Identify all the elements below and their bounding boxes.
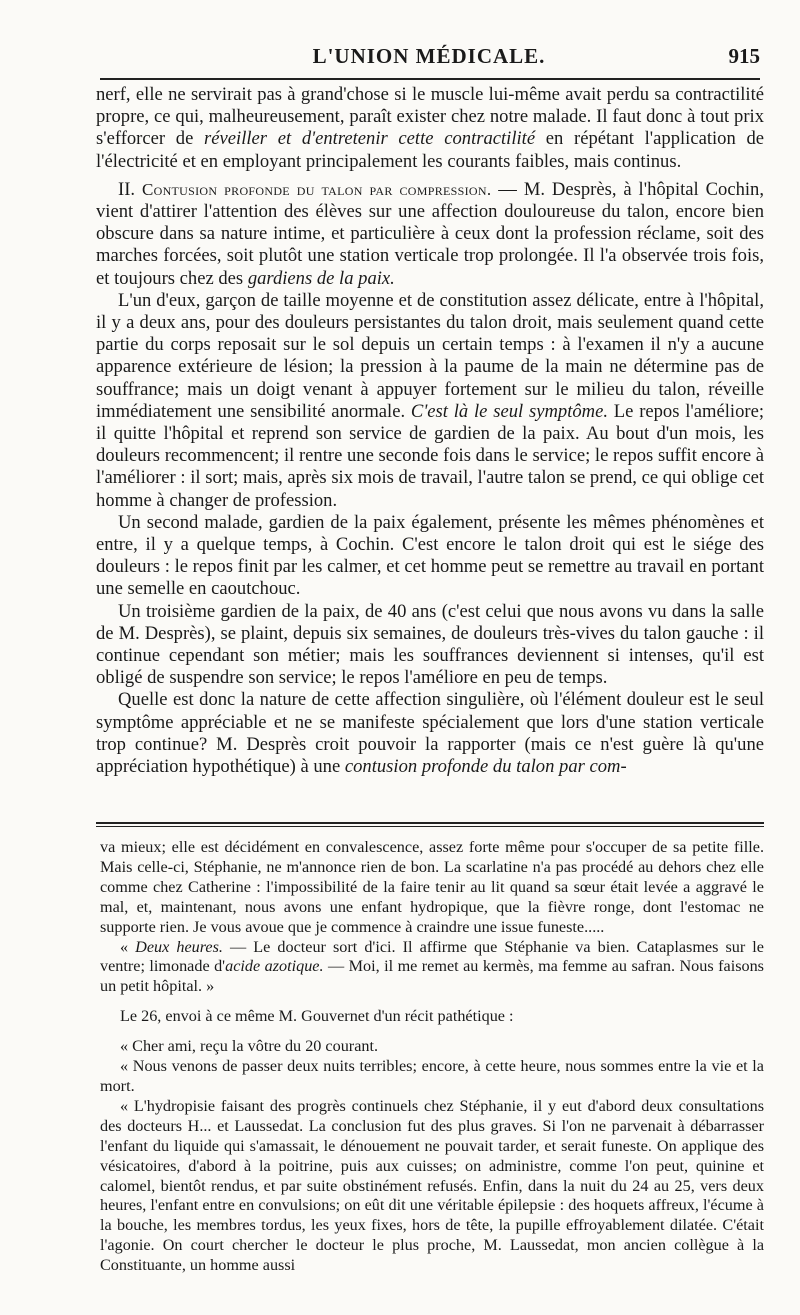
note-paragraph: va mieux; elle est décidément en convalescence, assez forte même pour s'occuper de sa petite fille. Mais celle-ci, Stéphanie, ne m'annonce rien de bon. La scarlatine n'a pas procédé au dehors chez elle comme chez Catherine : l'impossibilité de la faire tenir au lit quand sa sœur était levée a aggravé le mal, et, maintenant, nous avons une enfant hydropique, que la fièvre ronge, dont l'estomac ne supporte rien. Je vous avoue que je commence à craindre une issue funeste..... bbox=[100, 838, 764, 936]
section-number: II. bbox=[118, 178, 136, 200]
feuilleton-text bbox=[100, 838, 764, 1276]
note-paragraph: « Cher ami, reçu la vôtre du 20 courant. bbox=[120, 1037, 379, 1056]
section-title: Contusion profonde du talon par compression. bbox=[141, 179, 492, 199]
running-head bbox=[98, 44, 760, 74]
note-paragraph: Le 26, envoi à ce même M. Gouvernet d'un récit pathétique : bbox=[120, 1007, 514, 1026]
paragraph-case-3: Un troisième gardien de la paix, de 40 ans (c'est celui que nous avons vu dans la salle de M. Desprès), se plaint, depuis six semaines, de douleurs très-vives du talon gauche : il continue cependant son métier; mais les souffrances deviennent si intenses, qu'il est obligé de suspendre son service; le repos l'améliore en peu de temps. bbox=[96, 600, 764, 689]
journal-title: L'UNION MÉDICALE. bbox=[312, 44, 546, 68]
feuilleton-rule-thin bbox=[96, 826, 764, 827]
note-paragraph: « L'hydropisie faisant des progrès continuels chez Stéphanie, il y eut d'abord deux consultations des docteurs H... et Laussedat. La conclusion fut des plus graves. Si l'on ne parvenait à débarrasser l'enfant du liquide qui s'amassait, le dénouement ne pouvait tarder, et serait funeste. On applique des vésicatoires, d'abord à la poitrine, puis aux cuisses; on administre, comme l'on peut, quinine et calomel, bientôt rendus, et par suite obstinément refusés. Enfin, dans la nuit du 24 au 25, vers deux heures, l'enfant entre en convulsions; on eût dit une véritable épilepsie : des hoquets affreux, l'écume à la bouche, les membres tordus, les yeux fixes, hors de tête, la pupille effroyablement dilatée. C'était l'agonie. On court chercher le docteur le plus proche, M. Laussedat, mon ancien collègue à la Constituante, un homme aussi bbox=[100, 1096, 764, 1275]
note-paragraph: « Nous venons de passer deux nuits terribles; encore, à cette heure, nous sommes entre la vie et la mort. bbox=[100, 1057, 764, 1095]
page-number: 915 bbox=[728, 44, 760, 68]
header-rule bbox=[100, 78, 760, 80]
paragraph-1: nerf, elle ne servirait pas à grand'chose si le muscle lui-même avait perdu sa contractilité propre, ce qui, malheureusement, paraît exister chez notre malade. Il faut donc à tout prix s'efforcer de réveiller et d'entretenir cette contractilité en répétant l'application de l'électricité et en employant principalement les courants faibles, mais continus. bbox=[96, 84, 765, 172]
section-2-intro: II. Contusion profonde du talon par compression. — M. Desprès, à l'hôpital Cochin, vient d'attirer l'attention des élèves sur une affection douloureuse du talon, encore bien obscure dans sa nature intime, et particulière à ceux dont la profession réclame, soit des marches forcées, soit plutôt une station verticale trop prolongée. Il l'a observée trois fois, et toujours chez des gardiens de la paix. bbox=[96, 178, 765, 289]
main-text bbox=[96, 84, 764, 778]
paragraph-case-1: L'un d'eux, garçon de taille moyenne et de constitution assez délicate, entre à l'hôpital, il y a deux ans, pour des douleurs persistantes du talon droit, mais seulement quand cette partie du corps reposait sur le sol depuis un certain temps : à l'examen il n'y a aucune apparence extérieure de lésion; la pression à la paume de la main ne détermine pas de souffrance; mais un doigt venant à appuyer fortement sur le milieu du talon, réveille immédiatement une sensibilité anormale. C'est là le seul symptôme. Le repos l'améliore; il quitte l'hôpital et reprend son service de gardien de la paix. Au bout d'un mois, les douleurs recommencent; il rentre une seconde fois dans le service; le repos suffit encore à l'améliorer : il sort; mais, après six mois de travail, l'autre talon se prend, ce qui oblige cet homme à changer de profession. bbox=[96, 289, 764, 511]
note-paragraph: « Deux heures. — Le docteur sort d'ici. Il affirme que Stéphanie va bien. Cataplasmes sur le ventre; limonade d'acide azotique. — Moi, il me remet au kermès, ma femme au safran. Nous faisons un petit hôpital. » bbox=[100, 937, 764, 996]
paragraph-discussion: Quelle est donc la nature de cette affection singulière, où l'élément douleur est le seul symptôme appréciable et ne se manifeste spécialement que lors d'une station verticale trop continue? M. Desprès croit pouvoir la rapporter (mais ce n'est guère là qu'une appréciation hypothétique) à une contusion profonde du talon par com- bbox=[96, 689, 764, 778]
feuilleton-rule bbox=[96, 822, 764, 824]
paragraph-case-2: Un second malade, gardien de la paix également, présente les mêmes phénomènes et entre, il y a quelque temps, à Cochin. C'est encore le talon droit qui est le siége des douleurs : le repos finit par les calmer, et cet homme peut se remettre au travail en portant une semelle en caoutchouc. bbox=[96, 511, 764, 600]
